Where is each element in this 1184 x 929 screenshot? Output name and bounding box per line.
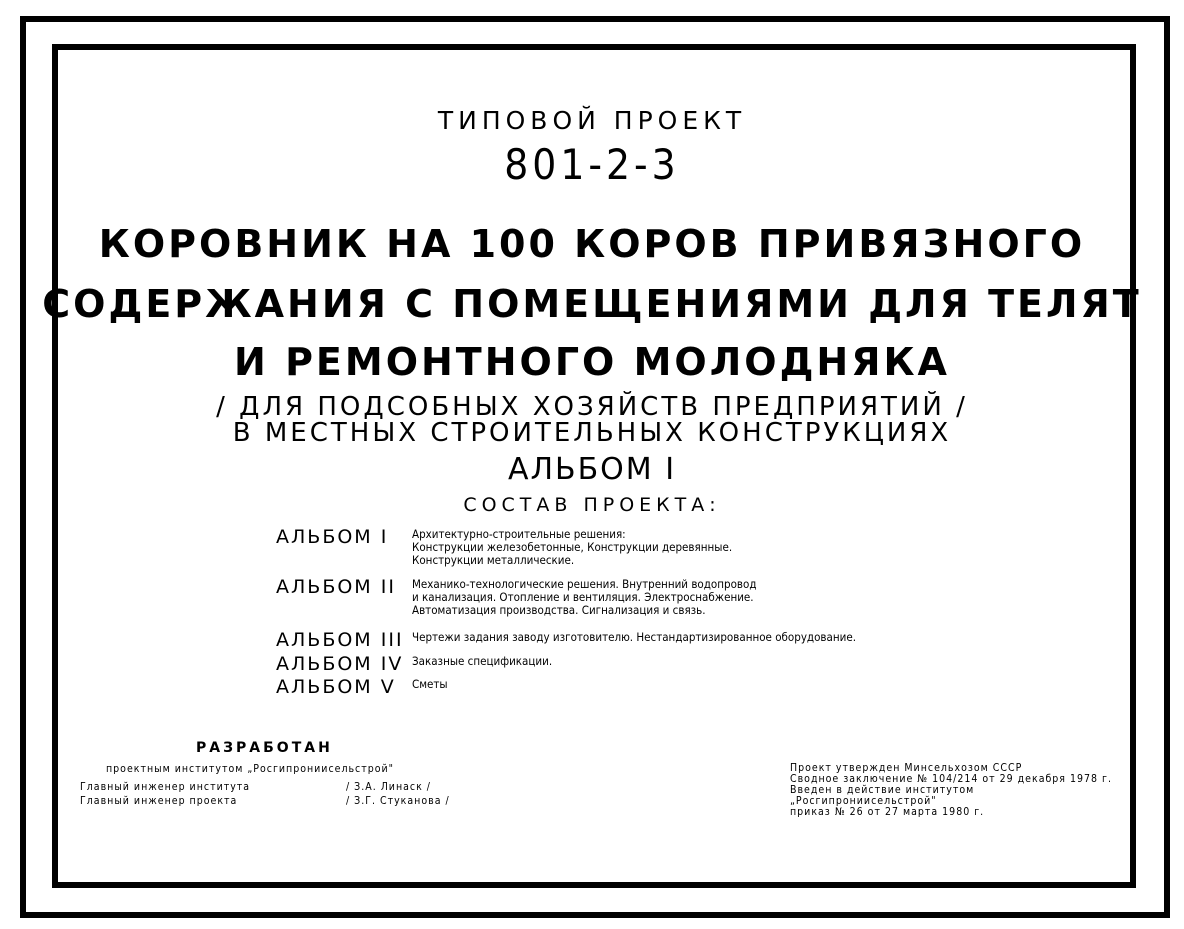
- project-engineer-name: / З.Г. Стуканова /: [346, 795, 450, 807]
- chief-engineer-name: / З.А. Линаск /: [346, 781, 431, 793]
- subtitle-line-1: / ДЛЯ ПОДСОБНЫХ ХОЗЯЙСТВ ПРЕДПРИЯТИЙ /: [216, 392, 968, 422]
- subtitle-line-2: В МЕСТНЫХ СТРОИТЕЛЬНЫХ КОНСТРУКЦИЯХ: [232, 418, 952, 448]
- approval-line: Введен в действие институтом: [790, 784, 975, 796]
- project-engineer-label: Главный инженер проекта: [80, 795, 238, 807]
- chief-engineer-label: Главный инженер института: [80, 781, 251, 793]
- developer-heading: РАЗРАБОТАН: [196, 740, 333, 756]
- album-description: [412, 678, 448, 691]
- title-line-2: СОДЕРЖАНИЯ С ПОМЕЩЕНИЯМИ ДЛЯ ТЕЛЯТ: [42, 282, 1142, 326]
- album-description-line: Сметы: [412, 677, 448, 691]
- album-description-line: Конструкции железобетонные, Конструкции деревянные.: [412, 540, 733, 554]
- album-label: АЛЬБОМ II: [276, 576, 396, 598]
- album-description-line: и канализация. Отопление и вентиляция. Электроснабжение.: [412, 590, 754, 604]
- album-description-line: Механико-технологические решения. Внутренний водопровод: [412, 577, 757, 591]
- album-label: АЛЬБОМ IV: [276, 653, 404, 675]
- approval-line: приказ № 26 от 27 марта 1980 г.: [790, 806, 985, 818]
- title-line-1: КОРОВНИК НА 100 КОРОВ ПРИВЯЗНОГО: [98, 222, 1086, 266]
- album-description-line: Конструкции металлические.: [412, 553, 575, 567]
- album-heading: АЛЬБОМ I: [507, 452, 677, 487]
- title-line-3: И РЕМОНТНОГО МОЛОДНЯКА: [234, 340, 950, 384]
- album-description-line: Архитектурно-строительные решения:: [412, 527, 626, 541]
- series-label: ТИПОВОЙ ПРОЕКТ: [437, 106, 747, 135]
- album-description: [412, 655, 552, 668]
- album-description: [412, 528, 732, 567]
- approval-line: „Росгипрониисельстрой": [790, 795, 937, 807]
- composition-heading: СОСТАВ ПРОЕКТА:: [463, 494, 721, 516]
- album-label: АЛЬБОМ I: [276, 526, 389, 548]
- album-description-line: Автоматизация производства. Сигнализация и связь.: [412, 603, 706, 617]
- album-label: АЛЬБОМ III: [276, 629, 404, 651]
- album-description-line: Чертежи задания заводу изготовителю. Нестандартизированное оборудование.: [412, 630, 856, 644]
- album-description: [412, 631, 856, 644]
- developer-institute: проектным институтом „Росгипрониисельстрой": [106, 763, 395, 775]
- approval-block: [790, 763, 1112, 818]
- album-description: [412, 578, 756, 617]
- approval-line: Сводное заключение № 104/214 от 29 декабря 1978 г.: [790, 773, 1112, 785]
- album-description-line: Заказные спецификации.: [412, 654, 553, 668]
- approval-line: Проект утвержден Минсельхозом СССР: [790, 762, 1023, 774]
- project-number: 801-2-3: [504, 140, 680, 189]
- album-label: АЛЬБОМ V: [276, 676, 396, 698]
